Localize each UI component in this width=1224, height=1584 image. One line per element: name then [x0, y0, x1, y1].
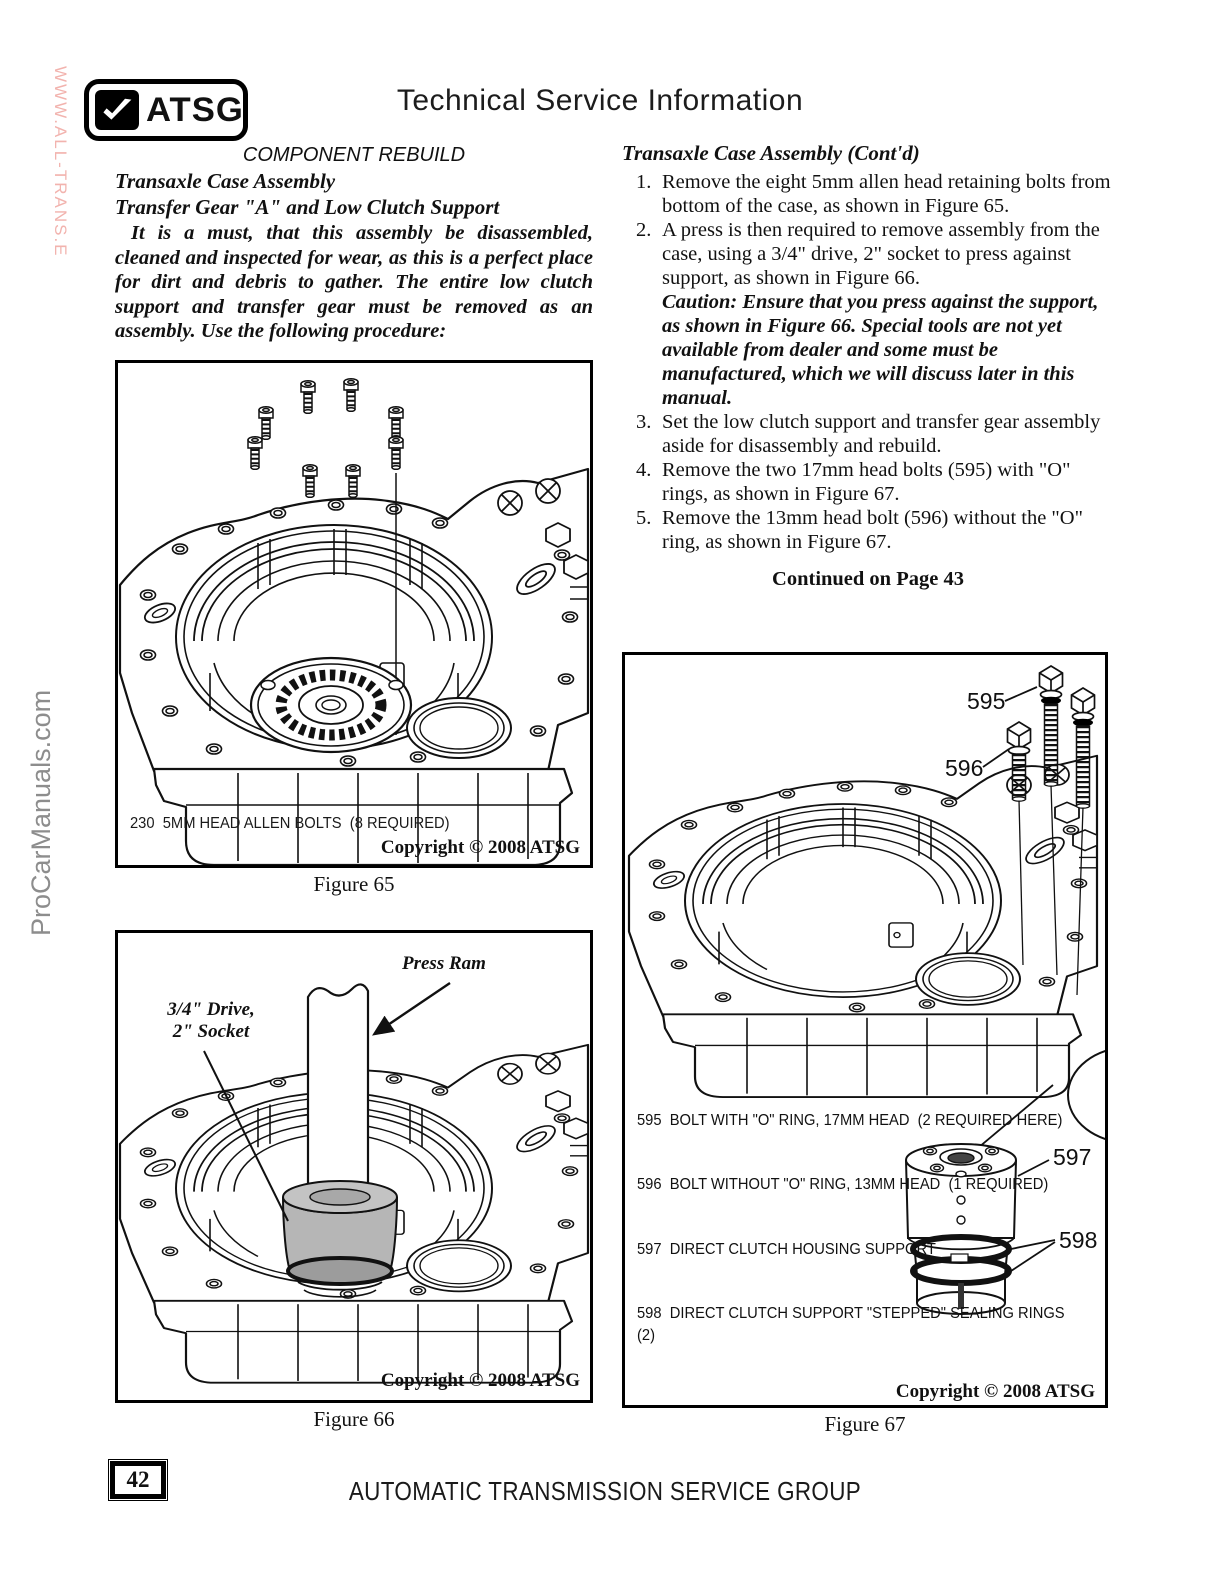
right-heading: Transaxle Case Assembly (Cont'd): [622, 141, 920, 165]
press-ram-label: Press Ram: [402, 953, 486, 974]
legend-line-597: 597 DIRECT CLUTCH HOUSING SUPPORT: [637, 1240, 936, 1258]
callout-597: 597: [1053, 1144, 1092, 1170]
step-1: [636, 170, 1114, 218]
step-5: [636, 506, 1114, 554]
atsg-logo: [84, 79, 248, 141]
step-number: 3.: [636, 411, 652, 433]
step-text: [662, 218, 1114, 410]
socket-label-line2: 2" Socket: [172, 1021, 250, 1042]
figure66-copyright: Copyright © 2008 ATSG: [380, 1370, 580, 1391]
step-number: 2.: [636, 219, 652, 241]
callout-598: 598: [1059, 1227, 1098, 1253]
figure65-label: Figure 65: [313, 872, 395, 896]
splined-hub: [251, 658, 411, 752]
figure67-legend: [637, 1067, 1073, 1390]
watermark-url: WWW.ALL-TRANS.E: [51, 66, 70, 258]
allen-bolts: [248, 379, 403, 498]
legend-line-595: 595 BOLT WITH "O" RING, 17MM HEAD (2 REQUIRED HERE): [637, 1111, 1063, 1129]
footer-org: AUTOMATIC TRANSMISSION SERVICE GROUP: [348, 1478, 862, 1506]
step-number: 5.: [636, 507, 652, 529]
page-title: Technical Service Information: [396, 84, 804, 117]
figure66-label: Figure 66: [313, 1407, 395, 1431]
figure67-copyright: Copyright © 2008 ATSG: [895, 1381, 1095, 1402]
legend-line-598: 598 DIRECT CLUTCH SUPPORT "STEPPED" SEALING RINGS (2): [637, 1305, 1073, 1344]
atsg-logo-text: ATSG: [146, 90, 244, 129]
left-heading-1: Transaxle Case Assembly: [115, 169, 336, 193]
socket-label: [136, 999, 286, 1043]
step-3: [636, 410, 1114, 458]
case-drawing: [629, 756, 1097, 1097]
step-text: Set the low clutch support and transfer gear assembly aside for disassembly and rebuild.: [662, 411, 1101, 457]
step-text: Remove the 13mm head bolt (596) without the "O" ring, as shown in Figure 67.: [662, 507, 1083, 553]
press-socket: [283, 1181, 397, 1297]
figure65-box: [115, 360, 593, 868]
continued-note: Continued on Page 43: [772, 568, 964, 590]
step-number: 1.: [636, 171, 652, 193]
figure66-box: [115, 930, 593, 1403]
figure67-box: [622, 652, 1108, 1408]
socket-label-line1: 3/4" Drive,: [167, 999, 255, 1020]
callout-596: 596: [945, 755, 984, 781]
step-4: [636, 458, 1114, 506]
section-kicker: COMPONENT REBUILD: [242, 144, 466, 166]
atsg-check-icon: [95, 90, 139, 130]
callout-595: 595: [967, 688, 1006, 714]
figure67-label: Figure 67: [824, 1412, 906, 1436]
figure65-callout: 230 5MM HEAD ALLEN BOLTS (8 REQUIRED): [130, 815, 450, 832]
page-number: 42: [110, 1461, 166, 1499]
step-number: 4.: [636, 459, 652, 481]
step-text: Remove the two 17mm head bolts (595) with "O" rings, as shown in Figure 67.: [662, 459, 1071, 505]
intro-paragraph: It is a must, that this assembly be disassembled, cleaned and inspected for wear, as this is a perfect place for dirt and debris to gather. The entire low clutch support and transfer gear must be removed as an assembly. Use the following procedure:: [115, 222, 593, 342]
watermark-procarmanuals: ProCarManuals.com: [26, 689, 56, 936]
step-text: Remove the eight 5mm allen head retaining bolts from bottom of the case, as shown in Figure 65.: [662, 171, 1111, 217]
step-2-text: A press is then required to remove assembly from the case, using a 3/4" drive, 2" socket to press against support, as shown in Figure 66.: [662, 219, 1100, 289]
left-heading-2: Transfer Gear "A" and Low Clutch Support: [115, 195, 500, 219]
right-column: [622, 141, 1114, 591]
caution-note: Caution: Ensure that you press against the support, as shown in Figure 66. Special tools are not yet available from dealer and some must be manufactured, which we will discuss later in this manual.: [662, 291, 1099, 409]
figure65-drawing: [118, 363, 590, 865]
step-2: [636, 218, 1114, 410]
press-ram: [308, 984, 368, 1199]
figure65-copyright: Copyright © 2008 ATSG: [380, 837, 580, 858]
legend-line-596: 596 BOLT WITHOUT "O" RING, 13MM HEAD (1 REQUIRED): [637, 1176, 1049, 1193]
